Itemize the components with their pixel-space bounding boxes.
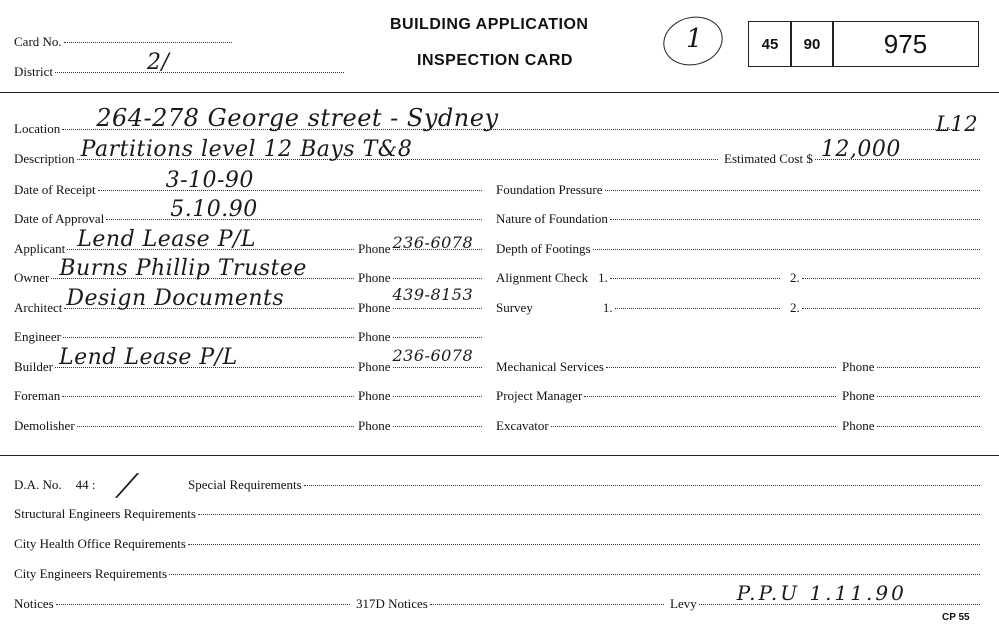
- engineer-phone-field: [393, 336, 483, 338]
- foreman-phone-label: Phone: [358, 388, 391, 403]
- levy-field: [699, 581, 980, 605]
- project-manager-phone-label: Phone: [842, 388, 875, 403]
- date-of-approval-value: 5.10.90: [170, 197, 258, 222]
- builder-phone-label: Phone: [358, 359, 391, 374]
- date-of-approval-field: [106, 197, 482, 222]
- builder-row: [14, 345, 356, 375]
- notices-317d-row: [356, 596, 666, 612]
- builder-value: Lend Lease P/L: [59, 345, 238, 370]
- da-no-value: 44 :: [75, 477, 96, 492]
- depth-of-footings-field: [593, 248, 980, 250]
- number-box-1-value: 45: [761, 35, 779, 53]
- architect-field: [64, 286, 354, 311]
- excavator-phone-label: Phone: [842, 418, 875, 433]
- footer-divider: [0, 455, 999, 456]
- applicant-label: Applicant: [14, 241, 66, 256]
- da-no-row: [14, 477, 184, 493]
- levy-row: [670, 581, 982, 612]
- owner-label: Owner: [14, 270, 50, 285]
- description-row: [14, 137, 720, 167]
- city-engineers-row: [14, 566, 982, 582]
- title-line2: INSPECTION CARD: [417, 52, 573, 69]
- builder-label: Builder: [14, 359, 53, 374]
- nature-of-foundation-row: [496, 211, 982, 227]
- notices-317d-field: [430, 603, 664, 605]
- mechanical-services-field: [606, 366, 836, 368]
- survey-item-2: 2.: [790, 300, 800, 315]
- date-of-receipt-value: 3-10-90: [165, 168, 254, 193]
- survey-row: [496, 300, 782, 316]
- excavator-phone-row: [842, 418, 982, 434]
- project-manager-phone-row: [842, 388, 982, 404]
- mechanical-services-phone-field: [877, 366, 981, 368]
- description-field: [77, 137, 718, 162]
- special-requirements-label: Special Requirements: [188, 477, 302, 492]
- nature-of-foundation-field: [610, 218, 980, 220]
- structural-row: [14, 506, 982, 522]
- alignment-check-label: Alignment Check: [496, 270, 589, 285]
- builder-phone-field: [392, 346, 483, 368]
- applicant-value: Lend Lease P/L: [77, 227, 257, 252]
- foreman-row: [14, 388, 356, 404]
- district-field: [55, 50, 344, 75]
- demolisher-label: Demolisher: [14, 418, 75, 433]
- foundation-pressure-row: [496, 182, 982, 198]
- applicant-phone-field: [392, 233, 483, 252]
- notices-row: [14, 596, 352, 612]
- foreman-phone-row: [358, 388, 484, 404]
- location-note: L12: [936, 112, 979, 136]
- excavator-label: Excavator: [496, 418, 549, 433]
- title-line1: BUILDING APPLICATION: [390, 16, 589, 33]
- district-value: 2/: [147, 50, 170, 75]
- notices-field: [56, 603, 350, 605]
- location-field: [62, 104, 956, 132]
- health-label: City Health Office Requirements: [14, 536, 186, 551]
- city-engineers-field: [169, 573, 980, 575]
- architect-label: Architect: [14, 300, 63, 315]
- card-no-row: [14, 34, 234, 50]
- survey-item-1: 1.: [602, 300, 613, 315]
- mechanical-services-phone-row: [842, 359, 982, 375]
- notices-317d-label: 317D Notices: [356, 596, 428, 611]
- card-no-field: [64, 41, 232, 43]
- builder-phone-value: 236-6078: [392, 346, 474, 365]
- structural-label: Structural Engineers Requirements: [14, 506, 196, 521]
- project-manager-label: Project Manager: [496, 388, 583, 403]
- foreman-field: [62, 395, 354, 397]
- depth-of-footings-label: Depth of Footings: [496, 241, 591, 256]
- notices-label: Notices: [14, 596, 54, 611]
- circled-number: 1: [686, 24, 704, 54]
- demolisher-phone-field: [393, 425, 483, 427]
- engineer-phone-label: Phone: [358, 329, 391, 344]
- levy-value: P.P.U 1.11.90: [736, 581, 907, 605]
- applicant-field: [67, 227, 354, 252]
- excavator-row: [496, 418, 838, 434]
- excavator-phone-field: [877, 425, 981, 427]
- description-value: Partitions level 12 Bays T&8: [80, 137, 413, 162]
- estimated-cost-label: Estimated Cost $: [724, 151, 813, 166]
- demolisher-field: [77, 425, 354, 427]
- mechanical-services-phone-label: Phone: [842, 359, 875, 374]
- location-label: Location: [14, 121, 61, 136]
- architect-phone-label: Phone: [358, 300, 391, 315]
- architect-phone-row: [358, 285, 484, 316]
- demolisher-phone-label: Phone: [358, 418, 391, 433]
- owner-phone-label: Phone: [358, 270, 391, 285]
- da-mark: /: [111, 468, 143, 503]
- builder-field: [55, 345, 354, 370]
- district-row: [14, 50, 346, 80]
- number-box-2: [790, 21, 834, 67]
- applicant-phone-value: 236-6078: [392, 233, 474, 252]
- da-no-label: D.A. No.: [14, 477, 62, 492]
- card-no-label: Card No.: [14, 34, 62, 49]
- alignment-check-field-2: [802, 277, 980, 279]
- applicant-phone-label: Phone: [358, 241, 391, 256]
- applicant-row: [14, 227, 356, 257]
- architect-value: Design Documents: [66, 286, 285, 311]
- date-of-receipt-row: [14, 168, 484, 198]
- project-manager-phone-field: [877, 395, 981, 397]
- date-of-receipt-label: Date of Receipt: [14, 182, 96, 197]
- mechanical-services-row: [496, 359, 838, 375]
- engineer-label: Engineer: [14, 329, 61, 344]
- date-of-approval-row: [14, 197, 484, 227]
- number-box-2-value: 90: [803, 35, 821, 53]
- levy-label: Levy: [670, 596, 697, 611]
- architect-row: [14, 286, 356, 316]
- foundation-pressure-label: Foundation Pressure: [496, 182, 603, 197]
- excavator-field: [551, 425, 836, 427]
- date-of-receipt-field: [98, 168, 482, 193]
- description-label: Description: [14, 151, 75, 166]
- location-value: 264-278 George street - Sydney: [96, 104, 499, 132]
- header-divider: [0, 92, 999, 93]
- project-manager-row: [496, 388, 838, 404]
- alignment-check-row: [496, 270, 782, 286]
- alignment-check-row-2: [790, 270, 982, 286]
- demolisher-phone-row: [358, 418, 484, 434]
- estimated-cost-value: 12,000: [820, 137, 901, 162]
- alignment-check-field-1: [610, 277, 780, 279]
- health-row: [14, 536, 982, 552]
- owner-phone-field: [393, 277, 483, 279]
- applicant-phone-row: [358, 233, 484, 257]
- architect-phone-field: [392, 285, 483, 309]
- engineer-phone-row: [358, 329, 484, 345]
- district-label: District: [14, 64, 53, 79]
- survey-field-1: [615, 307, 780, 309]
- owner-phone-row: [358, 270, 484, 286]
- alignment-check-item-1: 1.: [598, 270, 608, 285]
- special-requirements-row: [188, 477, 982, 493]
- engineer-field: [63, 336, 354, 338]
- health-field: [188, 543, 980, 545]
- foreman-phone-field: [393, 395, 483, 397]
- architect-phone-value: 439-8153: [392, 285, 474, 304]
- foundation-pressure-field: [605, 189, 980, 191]
- estimated-cost-field: [815, 137, 980, 162]
- alignment-check-item-2: 2.: [790, 270, 800, 285]
- foreman-label: Foreman: [14, 388, 61, 403]
- number-box-1: [748, 21, 792, 67]
- survey-field-2: [802, 307, 980, 309]
- mechanical-services-label: Mechanical Services: [496, 359, 604, 374]
- owner-field: [51, 256, 354, 281]
- builder-phone-row: [358, 346, 484, 375]
- owner-value: Burns Phillip Trustee: [59, 256, 307, 281]
- depth-of-footings-row: [496, 241, 982, 257]
- survey-row-2: [790, 300, 982, 316]
- date-of-approval-label: Date of Approval: [14, 211, 105, 226]
- number-box-3: [832, 21, 979, 67]
- special-requirements-field: [304, 484, 980, 486]
- owner-row: [14, 256, 356, 286]
- city-engineers-label: City Engineers Requirements: [14, 566, 168, 581]
- form-code: CP 55: [942, 612, 970, 623]
- estimated-cost-row: [724, 137, 982, 167]
- nature-of-foundation-label: Nature of Foundation: [496, 211, 608, 226]
- project-manager-field: [584, 395, 836, 397]
- structural-field: [198, 513, 980, 515]
- demolisher-row: [14, 418, 356, 434]
- engineer-row: [14, 329, 356, 345]
- survey-label: Survey: [496, 300, 533, 315]
- number-box-3-value: 975: [883, 28, 928, 59]
